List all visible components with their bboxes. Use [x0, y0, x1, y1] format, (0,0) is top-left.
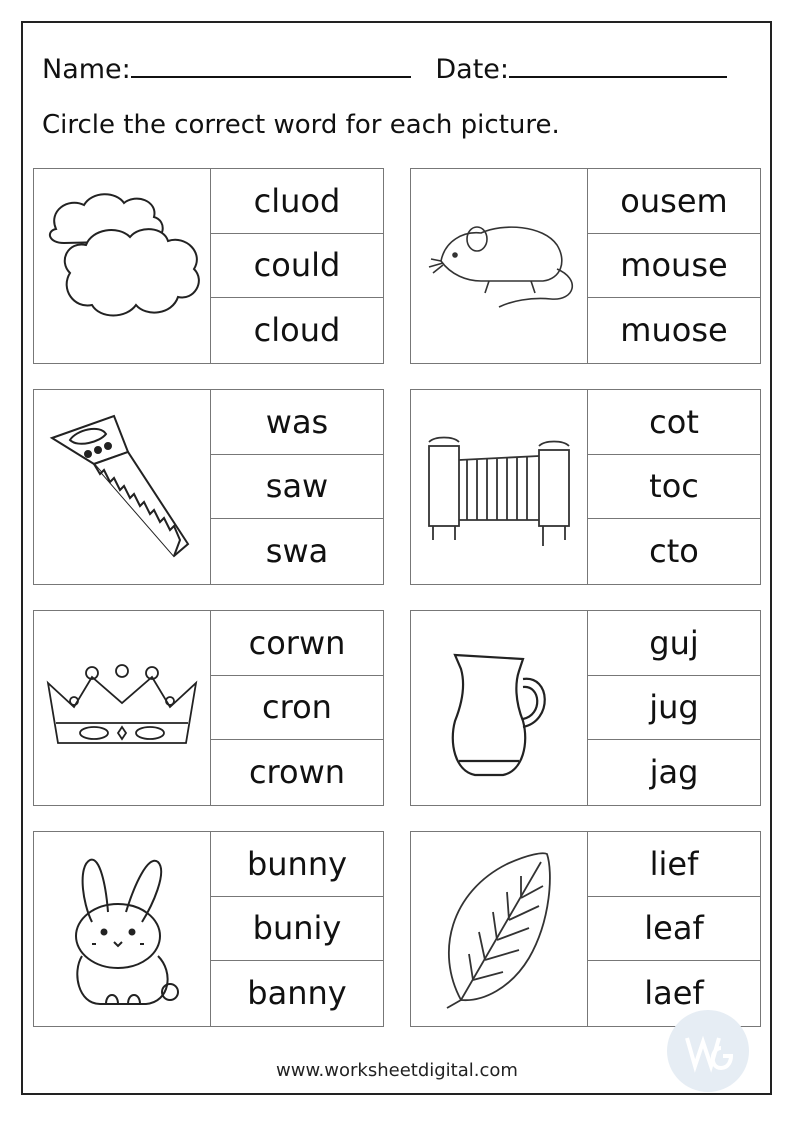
- word-card-leaf: [410, 831, 761, 1027]
- name-field[interactable]: [131, 50, 411, 78]
- name-label: Name:: [42, 54, 131, 85]
- word-options: [211, 390, 383, 584]
- word-card-crown: [33, 610, 384, 806]
- word-option[interactable]: banny: [247, 974, 347, 1013]
- jug-icon: [411, 611, 588, 805]
- word-options: [588, 390, 760, 584]
- worksheet-digital-logo-icon: [665, 1008, 751, 1094]
- word-option[interactable]: leaf: [588, 897, 760, 962]
- word-option[interactable]: laef: [644, 974, 704, 1013]
- word-option[interactable]: muose: [620, 311, 728, 350]
- leaf-icon: [411, 832, 588, 1026]
- word-option[interactable]: saw: [211, 455, 383, 520]
- bunny-icon: [34, 832, 211, 1026]
- word-card-mouse: [410, 168, 761, 364]
- word-option[interactable]: crown: [248, 753, 346, 792]
- word-option[interactable]: bunny: [211, 832, 383, 897]
- footer-url[interactable]: www.worksheetdigital.com: [276, 1060, 518, 1081]
- crown-icon: [34, 611, 211, 805]
- cloud-icon: [34, 169, 211, 363]
- word-option[interactable]: cot: [588, 390, 760, 455]
- word-option[interactable]: corwn: [211, 611, 383, 676]
- saw-icon: [34, 390, 211, 584]
- mouse-icon: [411, 169, 588, 363]
- word-card-jug: [410, 610, 761, 806]
- word-option[interactable]: cto: [649, 532, 699, 571]
- word-option[interactable]: ousem: [588, 169, 760, 234]
- word-option[interactable]: jag: [649, 753, 699, 792]
- word-option[interactable]: was: [211, 390, 383, 455]
- word-option[interactable]: guj: [588, 611, 760, 676]
- word-option[interactable]: lief: [588, 832, 760, 897]
- word-option[interactable]: could: [211, 234, 383, 299]
- header-line: [42, 50, 727, 85]
- date-label: Date:: [435, 54, 509, 85]
- word-option[interactable]: cluod: [211, 169, 383, 234]
- word-options: [211, 832, 383, 1026]
- word-card-cloud: [33, 168, 384, 364]
- word-options: [588, 832, 760, 1026]
- word-card-bunny: [33, 831, 384, 1027]
- word-option[interactable]: toc: [588, 455, 760, 520]
- word-option[interactable]: swa: [265, 532, 329, 571]
- word-options: [588, 611, 760, 805]
- word-option[interactable]: jug: [588, 676, 760, 741]
- word-option[interactable]: mouse: [588, 234, 760, 299]
- word-options: [211, 611, 383, 805]
- word-options: [588, 169, 760, 363]
- word-options: [211, 169, 383, 363]
- word-card-cot: [410, 389, 761, 585]
- cot-icon: [411, 390, 588, 584]
- word-option[interactable]: cron: [211, 676, 383, 741]
- word-option[interactable]: buniy: [211, 897, 383, 962]
- instructions: Circle the correct word for each picture.: [42, 110, 560, 140]
- word-card-saw: [33, 389, 384, 585]
- word-option[interactable]: cloud: [253, 311, 341, 350]
- date-field[interactable]: [509, 50, 727, 78]
